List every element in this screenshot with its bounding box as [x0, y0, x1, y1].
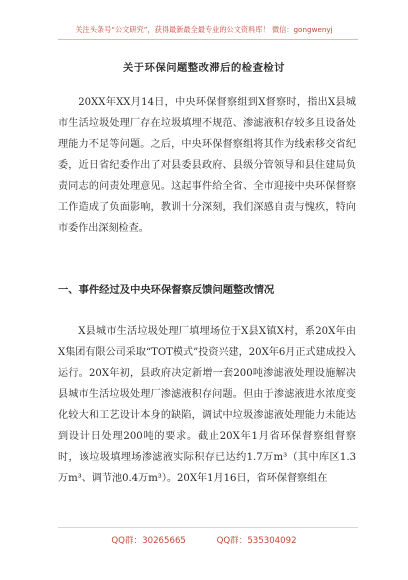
document-title: 关于环保问题整改滞后的检查检讨 — [123, 62, 285, 74]
footer-contact — [0, 534, 408, 546]
qq-group-1: QQ群：30265665 — [111, 536, 186, 546]
header-divider — [58, 39, 358, 40]
body-paragraph-1: 20XX年XX月14日，中央环保督察组到X督察时，指出X县城市生活垃圾处理厂存在垃圾填埋不规范、渗滤液积存较多且设备处理能力不足等问题。之后，中央环保督察组将其作为线索移交省纪委，近日省纪委作出了对县委县政府、县级分管领导和县住建局负责同志的问责处理意见。这起事件给全省、全市迎接中央环保督察工作造成了负面影响，教训十分深刻，我们深感自责与愧疚，特向市委作出深刻检查。 — [58, 97, 356, 234]
body-paragraph-2: X县城市生活垃圾处理厂填埋场位于X县X镇X村，系20X年由X集团有限公司采取“TOT模式”投资兴建，20X年6月正式建成投入运行。20X年初，县政府决定新增一套200吨渗滤液处理设施解决县城市生活垃圾处理厂渗滤液积存问题。但由于渗滤液进水浓度变化较大和工艺设计本身的缺陷，调试中垃圾渗滤液处理能力未能达到设计日处理200吨的要求。截止20X年1月省环保督察组督察时，该垃圾填埋场渗滤液实际积存已达约1.7万m³（其中库区1.3万m³、调节池0.4万m³）。20X年1月16日，省环保督察组在 — [58, 326, 356, 484]
section-heading-1: 一、事件经过及中央环保督察反馈问题整改情况 — [58, 284, 275, 296]
footer-divider — [58, 527, 358, 528]
promo-banner: 关注头条号“公文研究”，获得最新最全最专业的公文资料库！ 微信：gongwenyj — [75, 25, 333, 34]
qq-group-2: QQ群：535304092 — [216, 536, 297, 546]
